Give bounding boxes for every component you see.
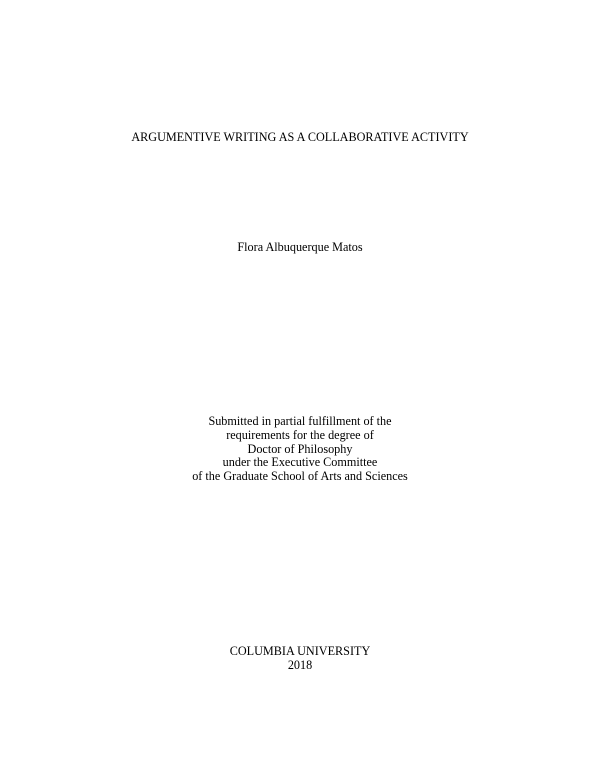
statement-line: under the Executive Committee — [222, 455, 378, 470]
document-title: ARGUMENTIVE WRITING AS A COLLABORATIVE ACTIVITY — [131, 130, 469, 144]
institution-block — [0, 644, 600, 672]
author-name: Flora Albuquerque Matos — [237, 240, 363, 254]
submission-statement — [0, 415, 600, 484]
statement-line: of the Graduate School of Arts and Sciences — [192, 469, 408, 484]
statement-line: Submitted in partial fulfillment of the — [208, 414, 392, 428]
institution-name: COLUMBIA UNIVERSITY — [229, 644, 371, 658]
statement-line: requirements for the degree of — [226, 427, 374, 442]
statement-line: Doctor of Philosophy — [247, 441, 353, 456]
year: 2018 — [287, 658, 313, 672]
